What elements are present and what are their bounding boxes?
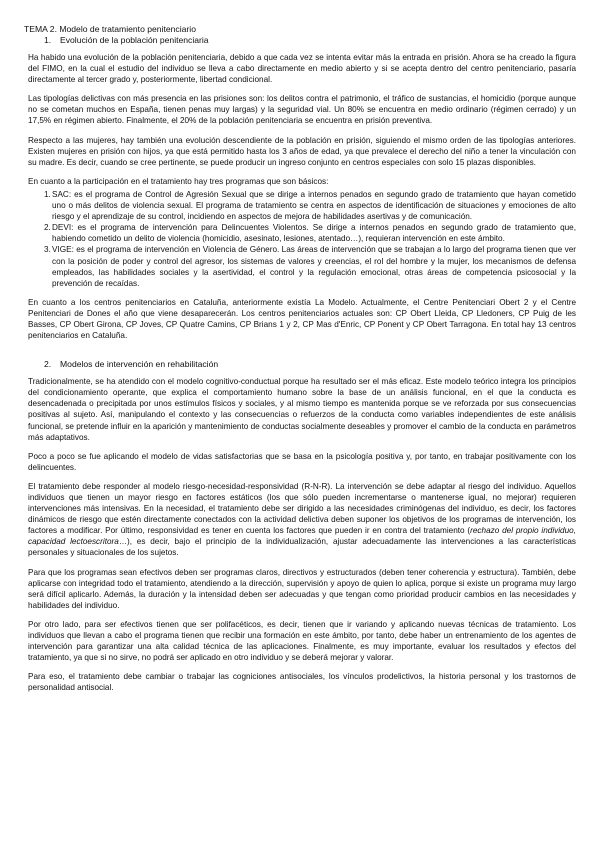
paragraph-text: …), es decir, bajo el principio de la individualización, ajustar adecuadamente las intervenciones a las características personales y situacionales de los sujetos.	[28, 537, 577, 558]
paragraph: Por otro lado, para ser efectivos tienen que ser polifacéticos, es decir, tienen que ir variando y aplicando nuevas técnicas de tratamiento. Los individuos que llevan a cabo el programa tienen que recibir una formación en este ámbito, por tanto, debe haber un entrenamiento de los agentes de intervención para garantizar una alta calidad técnica de las aplicaciones. Finalmente, es muy importante, evaluar los resultados y efectos del tratamiento, ya que si no sirve, no podrá ser aplicado en otro individuo y se deberá mejorar y valorar.	[28, 619, 576, 663]
paragraph: En cuanto a la participación en el tratamiento hay tres programas que son básicos:	[28, 176, 329, 186]
section-title: Evolución de la población penitenciaria	[60, 35, 209, 45]
paragraph	[28, 481, 576, 559]
paragraph: Para que los programas sean efectivos deben ser programas claros, directivos y estructurados (deben tener coherencia y estructura). También, debe aplicarse con integridad todo el tratamiento, atendiendo a la dirección, supervisión y apoyo de quien lo aplica, porque si existe un programa muy largo será difícil aplicarlo. Además, la duración y la intensidad deben ser adecuadas y que tengan como prioridad producir cambios en las necesidades y habilidades del individuo.	[28, 567, 576, 610]
paragraph-text: El tratamiento debe responder al modelo riesgo-necesidad-responsividad (R-N-R). La intervención se debe adaptar al riesgo del individuo. Aquellos individuos que tienen un mayor riesgo en factores estáticos (los que sólo pueden incrementarse o mantenerse igual, no mejorar) requieren intervenciones más intensivas. En la necesidad, el tratamiento debe ser dirigido a las necesidades criminógenas del individuo, es decir, los factores dinámicos de riesgo que estén directamente conectados con la actividad delictiva deben suponer los objetivos de los programas de intervención, los factores a modificar. Por último, responsividad es tener en cuenta los factores que pueden ir en contra del tratamiento (	[28, 481, 576, 536]
section-number: 2.	[44, 359, 52, 370]
paragraph: Para eso, el tratamiento debe cambiar o trabajar las cogniciones antisociales, los vínculos prodelictivos, la historia personal y los trastornos de personalidad antisocial.	[28, 672, 576, 693]
list-number: 1.	[44, 189, 51, 199]
list-item-text: DEVI: es el programa de intervención para Delincuentes Violentos. Se dirige a internos penados en segundo grado de tratamiento que, habiendo cometido un delito de violencia (homicidio, asesinato, lesiones, atentado…), requieran intervención en este ámbito.	[52, 223, 576, 244]
list-item-text: SAC: es el programa de Control de Agresión Sexual que se dirige a internos penados en segundo grado de tratamiento que hayan cometido uno o más delitos de violencia sexual. El programa de tratamiento se centra en aspectos de identificación de situaciones y emociones de alto riesgo y el aprendizaje de su control, incidiendo en aspectos de mejora de habilidades asertivas y de comunicación.	[52, 189, 576, 222]
paragraph: En cuanto a los centros penitenciarios en Cataluña, anteriormente existía La Modelo. Actualmente, el Centre Penitenciari Obert 2 y el Centre Penitenciari de Dones el año que viene desaparecerán. Los centros penitenciarios actuales son: CP Obert Lleida, CP Lledoners, CP Puig de les Basses, CP Obert Girona, CP Joves, CP Quatre Camins, CP Brians 1 y 2, CP Mas d'Enric, CP Ponent y CP Obert Tarragona. En total hay 13 centros penitenciarios en Cataluña.	[28, 297, 576, 341]
document-title: TEMA 2. Modelo de tratamiento penitenciario	[24, 24, 196, 34]
paragraph: Poco a poco se fue aplicando el modelo de vidas satisfactorias que se basa en la psicología positiva y, por tanto, en trabajar positivamente con los delincuentes.	[28, 451, 576, 472]
section-title: Modelos de intervención en rehabilitación	[60, 359, 219, 370]
paragraph: Tradicionalmente, se ha atendido con el modelo cognitivo-conductual porque ha resultado ser el más eficaz. Este modelo teórico integra los principios del condicionamiento operante, que explica el comportamiento humano sobre la base de un análisis funcional, en el que la conducta es desencadenada o precipitada por unos estímulos físicos y sociales, y al mismo tiempo es mantenida porque se ve reforzada por sus consecuencias positivas al sujeto. Así, manipulando el contexto y las consecuencias o refuerzos de la conducta como variables independientes de este análisis funcional, se pretende influir en la aparición y mantenimiento de conductas socialmente deseables y promover el cambio de la conducta en parámetros más adaptativos.	[28, 377, 576, 442]
list-item	[24, 189, 576, 222]
paragraph: Respecto a las mujeres, hay también una evolución descendiente de la población en prisión, siguiendo el mismo orden de las tipologías anteriores. Existen mujeres en prisión con hijos, ya que está permitido hasta los 3 años de edad, ya que prevalece el derecho del niño a tener la vinculación con su madre. Es decir, cuando se cree pertinente, se puede producir un ingreso conjunto en centros especiales con solo 15 plazas disponibles.	[28, 135, 576, 167]
section-heading-1	[44, 35, 576, 46]
list-item	[24, 244, 576, 288]
italic-text: rechazo del propio individuo, capacidad lectoescritora	[28, 526, 576, 547]
section-heading-2	[44, 359, 576, 370]
paragraph: Las tipologías delictivas con más presencia en las prisiones son: los delitos contra el patrimonio, el tráfico de sustancias, el homicidio (porque aunque no se cometan muchos en España, tienen penas muy largas) y la seguridad vial. Un 80% se encuentra en medio ordinario (régimen cerrado) y un 17,5% en régimen abierto. Finalmente, el 20% de la población penitenciaria se encuentra en prisión preventiva.	[28, 94, 576, 126]
list-number: 3.	[44, 245, 51, 255]
list-item	[24, 222, 576, 244]
spacer	[24, 349, 576, 359]
paragraph: Ha habido una evolución de la población penitenciaria, debido a que cada vez se intenta evitar más la entrada en prisión. Ahora se ha creado la figura del FIMO, en la cual el estudio del individuo se lleva a cabo directamente en medio abierto y si se acepta dentro del centro penitenciario, pasaría directamente al tercer grado y, posteriormente, libertad condicional.	[28, 53, 576, 85]
list-number: 2.	[44, 223, 51, 233]
programs-list	[24, 189, 576, 289]
section-number: 1.	[44, 35, 52, 45]
document-page	[24, 24, 576, 702]
list-item-text: VIGE: es el programa de intervención en Violencia de Género. Las áreas de intervención que se trabajan a lo largo del programa tienen que ver con la posición de poder y control del agresor, los sistemas de valores y creencias, el rol del hombre y la mujer, los mecanismos de defensa empleados, las habilidades sociales y la asertividad, el control y la regulación emocional, otras áreas de competencia psicosocial y la prevención de recaídas.	[52, 245, 576, 288]
